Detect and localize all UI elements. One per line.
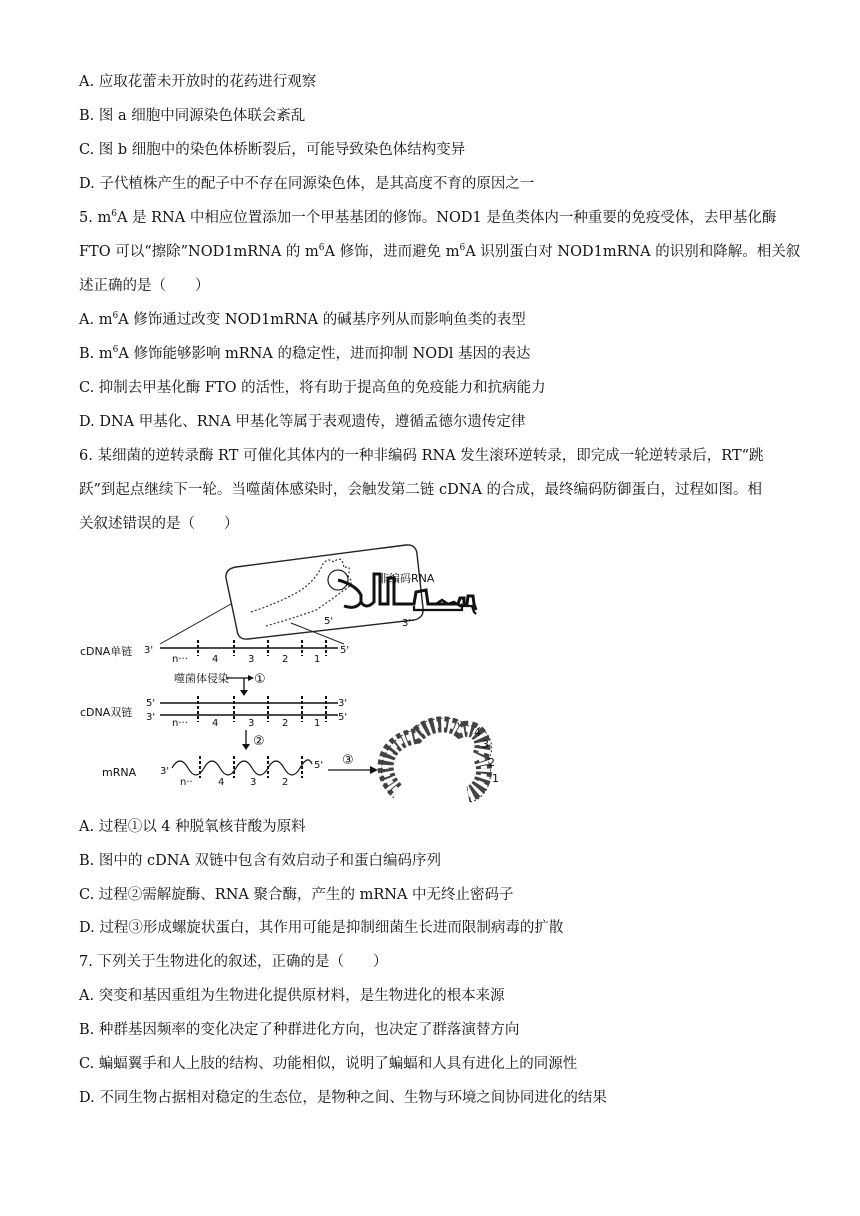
single-5prime-label: 5' [340,645,350,656]
q5-stem-line2 [79,242,800,262]
q4-option-b: B. 图 a 细胞中同源染色体联会紊乱 [79,108,306,124]
q5-stem-line1 [79,208,776,228]
text-run: FTO 可以“擦除”NOD1mRNA 的 m [79,244,319,260]
seg-3-single: 3 [248,654,255,665]
mrna-label: mRNA [102,766,137,779]
rna-3prime-label: 3′ [402,618,411,629]
seg-4-mrna: 4 [218,777,225,788]
seg-2-single: 2 [282,654,289,665]
superscript: 6 [112,345,119,355]
seg-2-double: 2 [282,718,289,729]
mrna-strand [172,760,312,775]
noncoding-rna-label: 非编码RNA [378,572,435,585]
q7-option-b: B. 种群基因频率的变化决定了种群进化方向，也决定了群落演替方向 [79,1022,520,1038]
text-run: A 识别蛋白对 NOD1mRNA 的识别和降解。相关叙 [465,244,801,260]
q4-option-a: A. 应取花蕾未开放时的花药进行观察 [79,74,317,90]
step1-arrowhead [240,690,248,696]
seg-1-single: 1 [314,654,321,665]
q6-option-c: C. 过程②需解旋酶、RNA 聚合酶，产生的 mRNA 中无终止密码子 [79,887,514,903]
q7-option-d: D. 不同生物占据相对稳定的生态位，是物种之间、生物与环境之间协同进化的结果 [79,1090,607,1106]
text-run: A. m [79,312,113,328]
text-run: 5. m [79,210,112,226]
step3-arrowhead [370,766,378,774]
q5-option-c: C. 抑制去甲基化酶 FTO 的活性，将有助于提高鱼的免疫能力和抗病能力 [79,380,546,396]
single-3prime-label: 3' [144,645,154,656]
q5-option-a [79,310,526,330]
double-top-5prime: 5' [146,698,156,709]
q5-option-d: D. DNA 甲基化、RNA 甲基化等属于表观遗传，遵循孟德尔遗传定律 [79,414,526,430]
q6-option-d: D. 过程③形成螺旋状蛋白，其作用可能是抑制细菌生长进而限制病毒的扩散 [79,920,564,936]
q5-stem-line3: 述正确的是（ ） [79,278,210,294]
text-run: A 是 RNA 中相应位置添加一个甲基基团的修饰。NOD1 是鱼类体内一种重要的免疫受体，去甲基化酶 [116,210,777,226]
q6-option-b: B. 图中的 cDNA 双链中包含有效启动子和蛋白编码序列 [79,853,441,869]
text-run: A 修饰能够影响 mRNA 的稳定性，进而抑制 NODl 基因的表达 [118,346,531,362]
seg-n-double: n··· [172,718,188,729]
q6-option-a: A. 过程①以 4 种脱氧核苷酸为原料 [79,819,306,835]
phage-infection-label: 噬菌体侵染 [174,672,229,685]
cdna-double-label: cDNA双链 [80,706,133,719]
q6-stem-line1: 6. 某细菌的逆转录酶 RT 可催化其体内的一种非编码 RNA 发生滚环逆转录，即完成一轮逆转录后，RT“跳 [79,448,764,464]
seg-n-single: n··· [172,654,188,665]
step2-label: ② [253,734,265,749]
text-run: A 修饰，进而避免 m [324,244,460,260]
rt-enzyme-illustration [226,545,480,639]
q4-option-d: D. 子代植株产生的配子中不存在同源染色体，是其高度不育的原因之一 [79,176,535,192]
helix-label-4: 4 [474,726,481,739]
superscript: 6 [459,243,466,253]
step2-arrowhead [242,744,250,750]
q7-option-c: C. 蝙蝠翼手和人上肢的结构、功能相似，说明了蝙蝠和人具有进化上的同源性 [79,1056,578,1072]
seg-3-mrna: 3 [250,777,257,788]
superscript: 6 [318,243,325,253]
rna-5prime-label: 5' [324,616,334,627]
seg-4-double: 4 [212,718,219,729]
q7-stem: 7. 下列关于生物进化的叙述，正确的是（ ） [79,954,388,970]
helix-label-1: 1 [492,772,499,785]
mrna-5prime: 5' [314,760,324,771]
superscript: 6 [111,209,117,219]
step1-label: ① [254,672,266,687]
mrna-3prime: 3' [160,766,170,777]
seg-2-mrna: 2 [282,777,289,788]
double-bottom-3prime: 3' [146,712,156,723]
seg-1-double: 1 [314,718,321,729]
seg-n-mrna: n·· [180,777,193,788]
cdna-single-label: cDNA单链 [80,645,133,658]
double-top-3prime: 3' [338,698,348,709]
q5-option-b [79,344,531,364]
helix-label-3: 3 [482,738,489,751]
helix-label-2: 2 [488,756,495,769]
text-run: B. m [79,346,113,362]
text-run: A 修饰通过改变 NOD1mRNA 的碱基序列从而影响鱼类的表型 [118,312,526,328]
q6-stem-line3: 关叙述错误的是（ ） [79,516,239,532]
rt-process-diagram [76,540,536,815]
superscript: 6 [112,311,119,321]
seg-4-single: 4 [212,654,219,665]
q7-option-a: A. 突变和基因重组为生物进化提供原材料，是生物进化的根本来源 [79,988,505,1004]
q4-option-c: C. 图 b 细胞中的染色体桥断裂后，可能导致染色体结构变异 [79,142,466,158]
q6-stem-line2: 跃”到起点继续下一轮。当噬菌体感染时，会触发第二链 cDNA 的合成，最终编码防御蛋白，过程如图。相 [79,482,763,498]
seg-3-double: 3 [248,718,255,729]
double-bottom-5prime: 5' [338,712,348,723]
step3-label: ③ [342,753,354,768]
